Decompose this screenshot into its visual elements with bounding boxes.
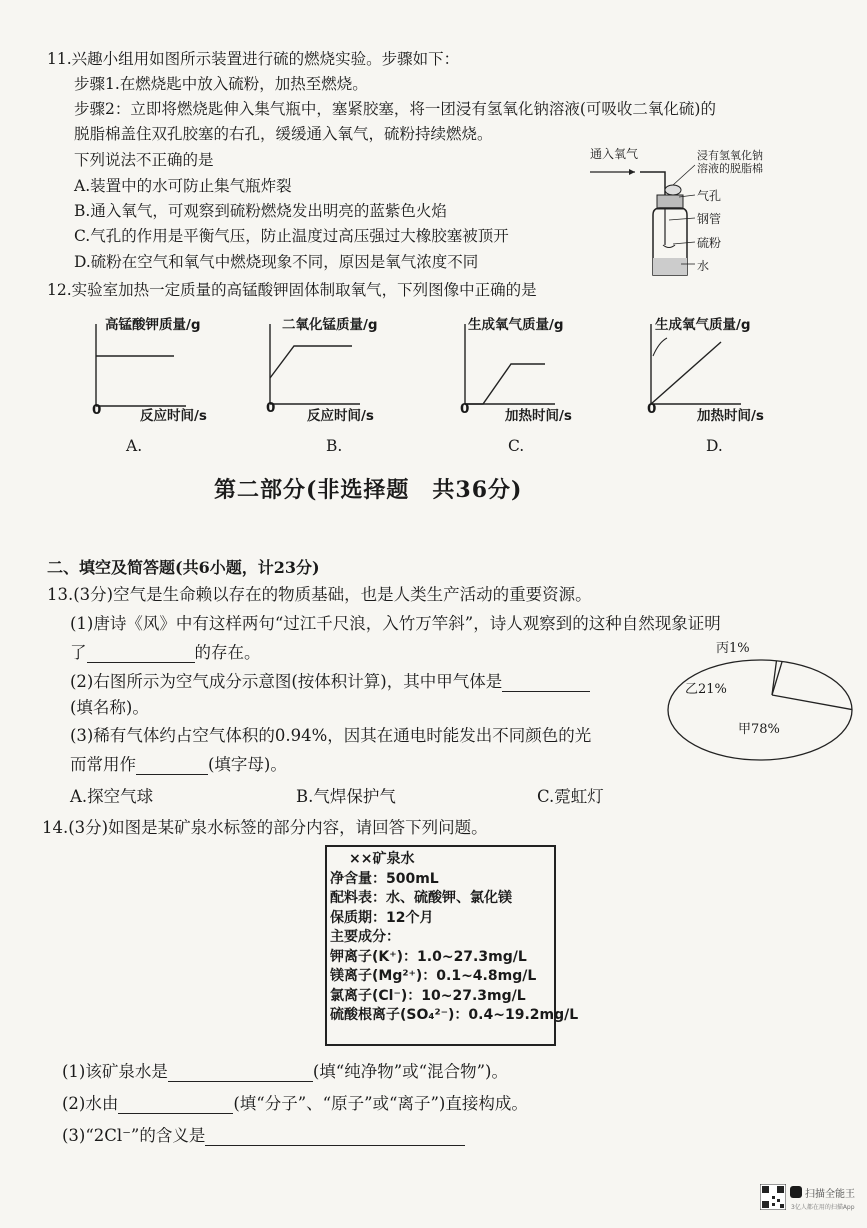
pie-divider-bing-jia	[772, 661, 776, 695]
camscanner-logo-icon	[790, 1186, 802, 1198]
q13-part1-prefix: 了	[70, 643, 87, 662]
watermark-slogan: 3亿人都在用的扫描App	[791, 1204, 855, 1211]
graph-d-option: D.	[706, 437, 723, 455]
graph-a-option: A.	[126, 437, 143, 455]
label-line-5: 钾离子(K⁺)：1.0~27.3mg/L	[330, 948, 527, 965]
graph-c	[459, 320, 559, 410]
graph-a-ylabel: 高锰酸钾质量/g	[105, 317, 201, 333]
q13-part3-line1: (3)稀有气体约占空气体积的0.94%，因其在通电时能发出不同颜色的光	[70, 726, 592, 745]
q13-part1-line1: (1)唐诗《风》中有这样两句“过江千尺浪，入竹万竿斜”，诗人观察到的这种自然现象证明	[70, 614, 721, 633]
label-line-6: 镁离子(Mg²⁺)：0.1~4.8mg/L	[330, 968, 537, 984]
q11-step2b: 脱脂棉盖住双孔胶塞的右孔，缓缓通入氧气，硫粉持续燃烧。	[74, 125, 493, 143]
watermark-brand: 扫描全能王	[805, 1189, 855, 1200]
air-composition-pie	[655, 655, 855, 765]
q13-part3-suffix: (填字母)。	[208, 755, 287, 774]
label-oxygen-inlet: 通入氧气	[590, 147, 639, 161]
scanner-watermark	[758, 1180, 858, 1224]
qr-code-icon	[760, 1184, 786, 1210]
q13-option-c: C.霓虹灯	[537, 787, 604, 806]
q11-stem: 11.兴趣小组用如图所示装置进行硫的燃烧实验。步骤如下：	[47, 50, 460, 68]
q14-part2	[62, 1090, 528, 1114]
q11-option-a: A.装置中的水可防止集气瓶炸裂	[74, 177, 292, 195]
label-line-1: 净含量：500mL	[330, 870, 439, 887]
q13-part2-line1	[70, 668, 590, 692]
label-line-0: ××矿泉水	[349, 851, 415, 867]
q11-option-b: B.通入氧气，可观察到硫粉燃烧发出明亮的蓝紫色火焰	[74, 202, 447, 220]
q11-step2: 步骤2：立即将燃烧匙伸入集气瓶中，塞紧胶塞，将一团浸有氢氧化钠溶液(可吸收二氧化硫)的	[74, 100, 716, 118]
q14-part2-suffix: (填“分子”、“原子”或“离子”)直接构成。	[233, 1094, 528, 1113]
graph-b-ylabel: 二氧化锰质量/g	[282, 317, 378, 333]
label-water: 水	[697, 259, 710, 273]
label-cotton-2: 溶液的脱脂棉	[697, 162, 763, 175]
q11-option-d: D.硫粉在空气和氧气中燃烧现象不同，原因是氧气浓度不同	[74, 253, 479, 271]
graph-a-xlabel: 反应时间/s	[140, 408, 207, 424]
q13-answer-blank-1[interactable]	[87, 644, 195, 663]
label-cotton-1: 浸有氢氧化钠	[697, 149, 763, 162]
graph-d-xlabel: 加热时间/s	[697, 408, 764, 424]
q11-prompt: 下列说法不正确的是	[74, 151, 214, 169]
label-tube: 钢管	[697, 212, 722, 226]
graph-c-ylabel: 生成氧气质量/g	[468, 317, 564, 333]
pie-divider-jia-yi	[772, 695, 852, 710]
q14-part1-prefix: (1)该矿泉水是	[62, 1062, 168, 1081]
graph-c-xlabel: 加热时间/s	[505, 408, 572, 424]
label-line-7: 氯离子(Cl⁻)：10~27.3mg/L	[330, 987, 526, 1004]
q13-part1-line2	[70, 639, 261, 663]
q11-option-c: C.气孔的作用是平衡气压，防止温度过高压强过大橡胶塞被顶开	[74, 227, 509, 245]
label-sulfur: 硫粉	[697, 236, 722, 250]
q13-option-b: B.气焊保护气	[296, 787, 396, 806]
mineral-water-label	[325, 845, 579, 1046]
label-air-hole: 气孔	[697, 189, 722, 203]
q13-answer-blank-2[interactable]	[502, 673, 590, 692]
graph-b-origin: 0	[266, 400, 276, 416]
label-line-4: 主要成分：	[330, 929, 400, 945]
q14-stem: 14.(3分)如图是某矿泉水标签的部分内容，请回答下列问题。	[42, 818, 488, 837]
section2-heading: 二、填空及简答题(共6小题，计23分)	[47, 558, 320, 577]
pie-label-bing: 丙1%	[716, 641, 750, 656]
q14-part3-prefix: (3)“2Cl⁻”的含义是	[62, 1126, 206, 1145]
graph-c-option: C.	[508, 437, 525, 455]
q14-answer-blank-1[interactable]	[168, 1063, 313, 1082]
pie-label-yi: 乙21%	[685, 682, 727, 697]
q12-stem: 12.实验室加热一定质量的高锰酸钾固体制取氧气，下列图像中正确的是	[47, 281, 537, 299]
label-line-2: 配料表：水、硫酸钾、氯化镁	[330, 890, 512, 906]
q13-answer-blank-3[interactable]	[136, 756, 208, 775]
graph-d	[645, 320, 745, 410]
q14-part3	[62, 1122, 465, 1146]
q14-part1	[62, 1058, 508, 1082]
graph-b-xlabel: 反应时间/s	[307, 408, 374, 424]
q13-part3-line2	[70, 751, 287, 775]
graph-c-origin: 0	[460, 401, 470, 417]
q14-part1-suffix: (填“纯净物”或“混合物”)。	[312, 1062, 508, 1081]
label-line-8: 硫酸根离子(SO₄²⁻)：0.4~19.2mg/L	[330, 1007, 579, 1023]
graph-d-origin: 0	[647, 401, 657, 417]
part2-title: 第二部分(非选择题 共36分)	[214, 477, 523, 503]
graph-b	[264, 320, 364, 410]
q13-part3-prefix: 而常用作	[70, 755, 136, 774]
q14-answer-blank-3[interactable]	[205, 1127, 465, 1146]
pie-outline	[668, 660, 852, 760]
q13-part1-suffix: 的存在。	[194, 643, 261, 662]
graph-b-option: B.	[326, 437, 343, 455]
pie-divider-yi-bing	[772, 661, 782, 695]
q13-part2-text: (2)右图所示为空气成分示意图(按体积计算)，其中甲气体是	[70, 672, 503, 691]
q13-option-a: A.探空气球	[70, 787, 154, 806]
q14-part2-prefix: (2)水由	[62, 1094, 119, 1113]
graph-a	[90, 320, 190, 410]
q14-answer-blank-2[interactable]	[118, 1095, 233, 1114]
q11-step1: 步骤1.在燃烧匙中放入硫粉，加热至燃烧。	[74, 75, 368, 93]
q13-part2-line2: (填名称)。	[70, 698, 149, 717]
graph-a-origin: 0	[92, 402, 102, 418]
graph-d-ylabel: 生成氧气质量/g	[655, 317, 751, 333]
pie-label-jia: 甲78%	[738, 722, 780, 737]
q13-stem: 13.(3分)空气是生命赖以存在的物质基础，也是人类生产活动的重要资源。	[47, 585, 592, 604]
label-line-3: 保质期：12个月	[330, 909, 434, 926]
